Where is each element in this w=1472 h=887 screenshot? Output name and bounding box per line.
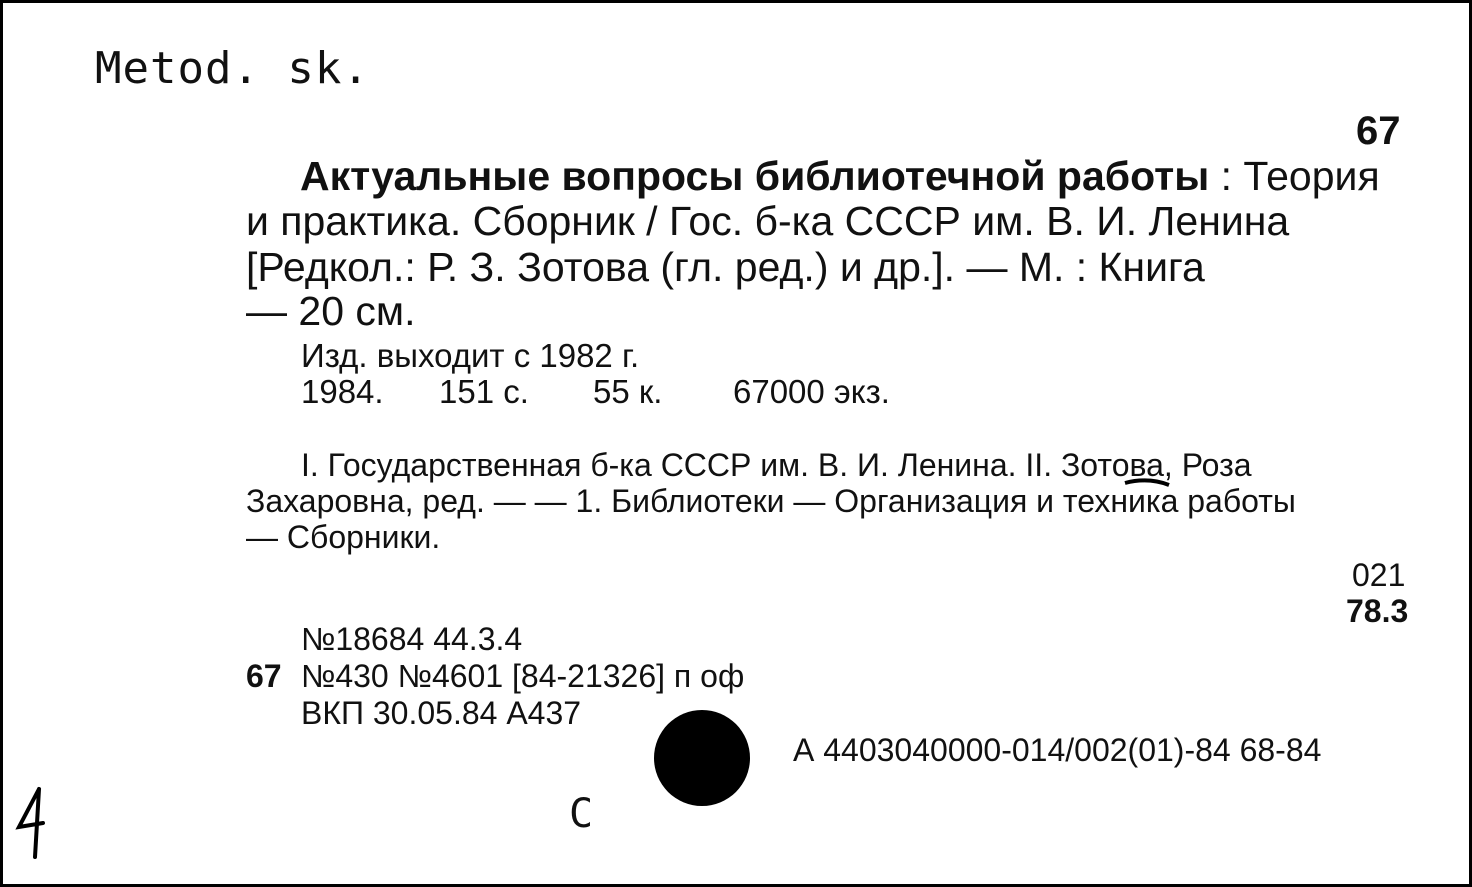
imprint-year: 1984.	[301, 373, 384, 410]
order-line-1: №18684 44.3.4	[301, 621, 523, 657]
class-code-1: 021	[1352, 557, 1406, 593]
handwritten-mark-icon	[13, 783, 53, 863]
imprint-pages: 151 с.	[439, 373, 529, 410]
punch-hole-mark	[654, 710, 750, 806]
order-number: 67	[246, 658, 282, 694]
description-line-4: — 20 см.	[246, 288, 416, 334]
tracings-line-1: I. Государственная б-ка СССР им. В. И. Ленина. II. Зотова, Роза	[301, 447, 1252, 483]
tracings-line-2: Захаровна, ред. — — 1. Библиотеки — Организация и техника работы	[246, 483, 1296, 519]
typed-header: Metod. sk.	[95, 43, 370, 94]
description-line-3: [Редкол.: Р. З. Зотова (гл. ред.) и др.]. — М. : Книга	[246, 244, 1205, 290]
order-line-2: №430 №4601 [84-21326] п оф	[301, 658, 745, 694]
imprint-price: 55 к.	[593, 373, 663, 410]
tracings-line-3: — Сборники.	[246, 519, 441, 555]
isbn-line: А 4403040000-014/002(01)-84 68-84	[793, 732, 1322, 768]
class-code-2: 78.3	[1346, 593, 1409, 629]
title-rest: : Теория	[1209, 153, 1380, 199]
stamp-letter: С	[569, 791, 594, 837]
imprint-copies: 67000 экз.	[733, 373, 890, 410]
description-line-2: и практика. Сборник / Гос. б-ка СССР им. В. И. Ленина	[246, 198, 1290, 244]
order-line-3: ВКП 30.05.84 А437	[301, 695, 582, 731]
title-line-1	[300, 153, 1380, 200]
ink-stroke-mark	[1123, 477, 1173, 491]
shelf-number: 67	[1356, 109, 1401, 153]
title-bold: Актуальные вопросы библиотечной работы	[300, 153, 1210, 199]
publication-note: Изд. выходит с 1982 г.	[301, 337, 640, 374]
